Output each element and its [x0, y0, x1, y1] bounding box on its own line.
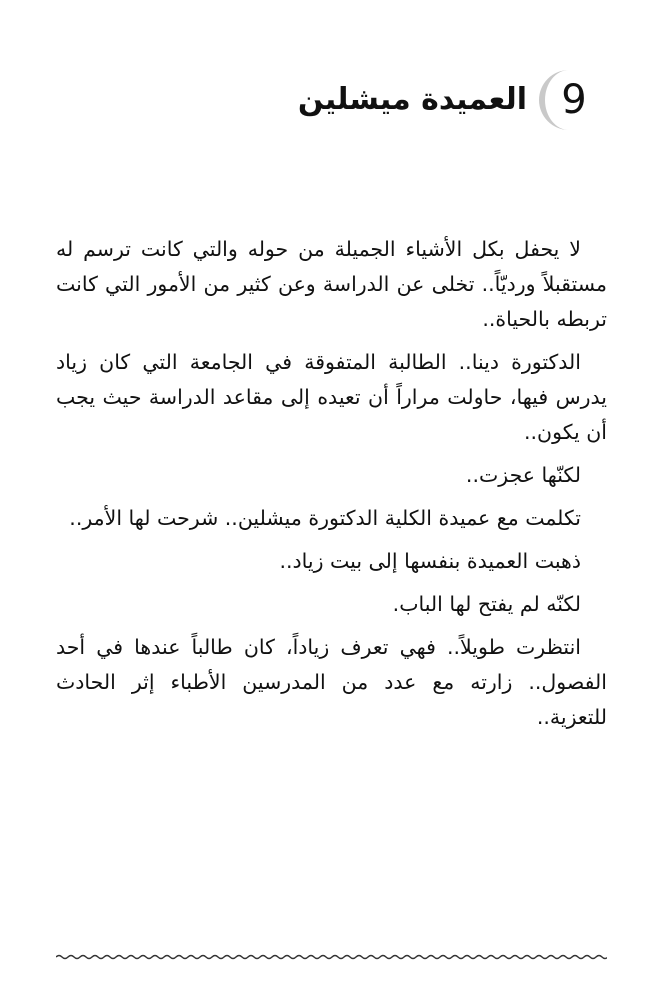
chapter-title: العميدة ميشلين [297, 82, 527, 117]
wavy-divider [56, 950, 607, 964]
paragraph: لكنّه لم يفتح لها الباب. [392, 592, 581, 616]
paragraph: انتظرت طويلاً.. فهي تعرف زياداً، كان طالباً عندها في أحد الفصول.. زارته مع عدد من المدرسين الأطباء إثر الحادث للتعزية.. [56, 635, 607, 729]
chapter-header [298, 60, 603, 140]
chapter-number: 9 [561, 77, 587, 123]
paragraph: لا يحفل بكل الأشياء الجميلة من حوله والتي كانت ترسم له مستقبلاً ورديّاً.. تخلى عن الدراسة وعن كثير من الأمور التي كانت تربطه بالحياة.. [56, 237, 607, 331]
chapter-badge [535, 66, 603, 134]
paragraph: لكنّها عجزت.. [465, 463, 581, 487]
paragraph: ذهبت العميدة بنفسها إلى بيت زياد.. [279, 549, 581, 573]
paragraph: تكلمت مع عميدة الكلية الدكتورة ميشلين.. شرحت لها الأمر.. [69, 506, 581, 530]
paragraph: الدكتورة دينا.. الطالبة المتفوقة في الجامعة التي كان زياد يدرس فيها، حاولت مراراً أن تعيده إلى مقاعد الدراسة حيث يجب أن يكون.. [56, 350, 607, 444]
chapter-body [56, 232, 607, 743]
